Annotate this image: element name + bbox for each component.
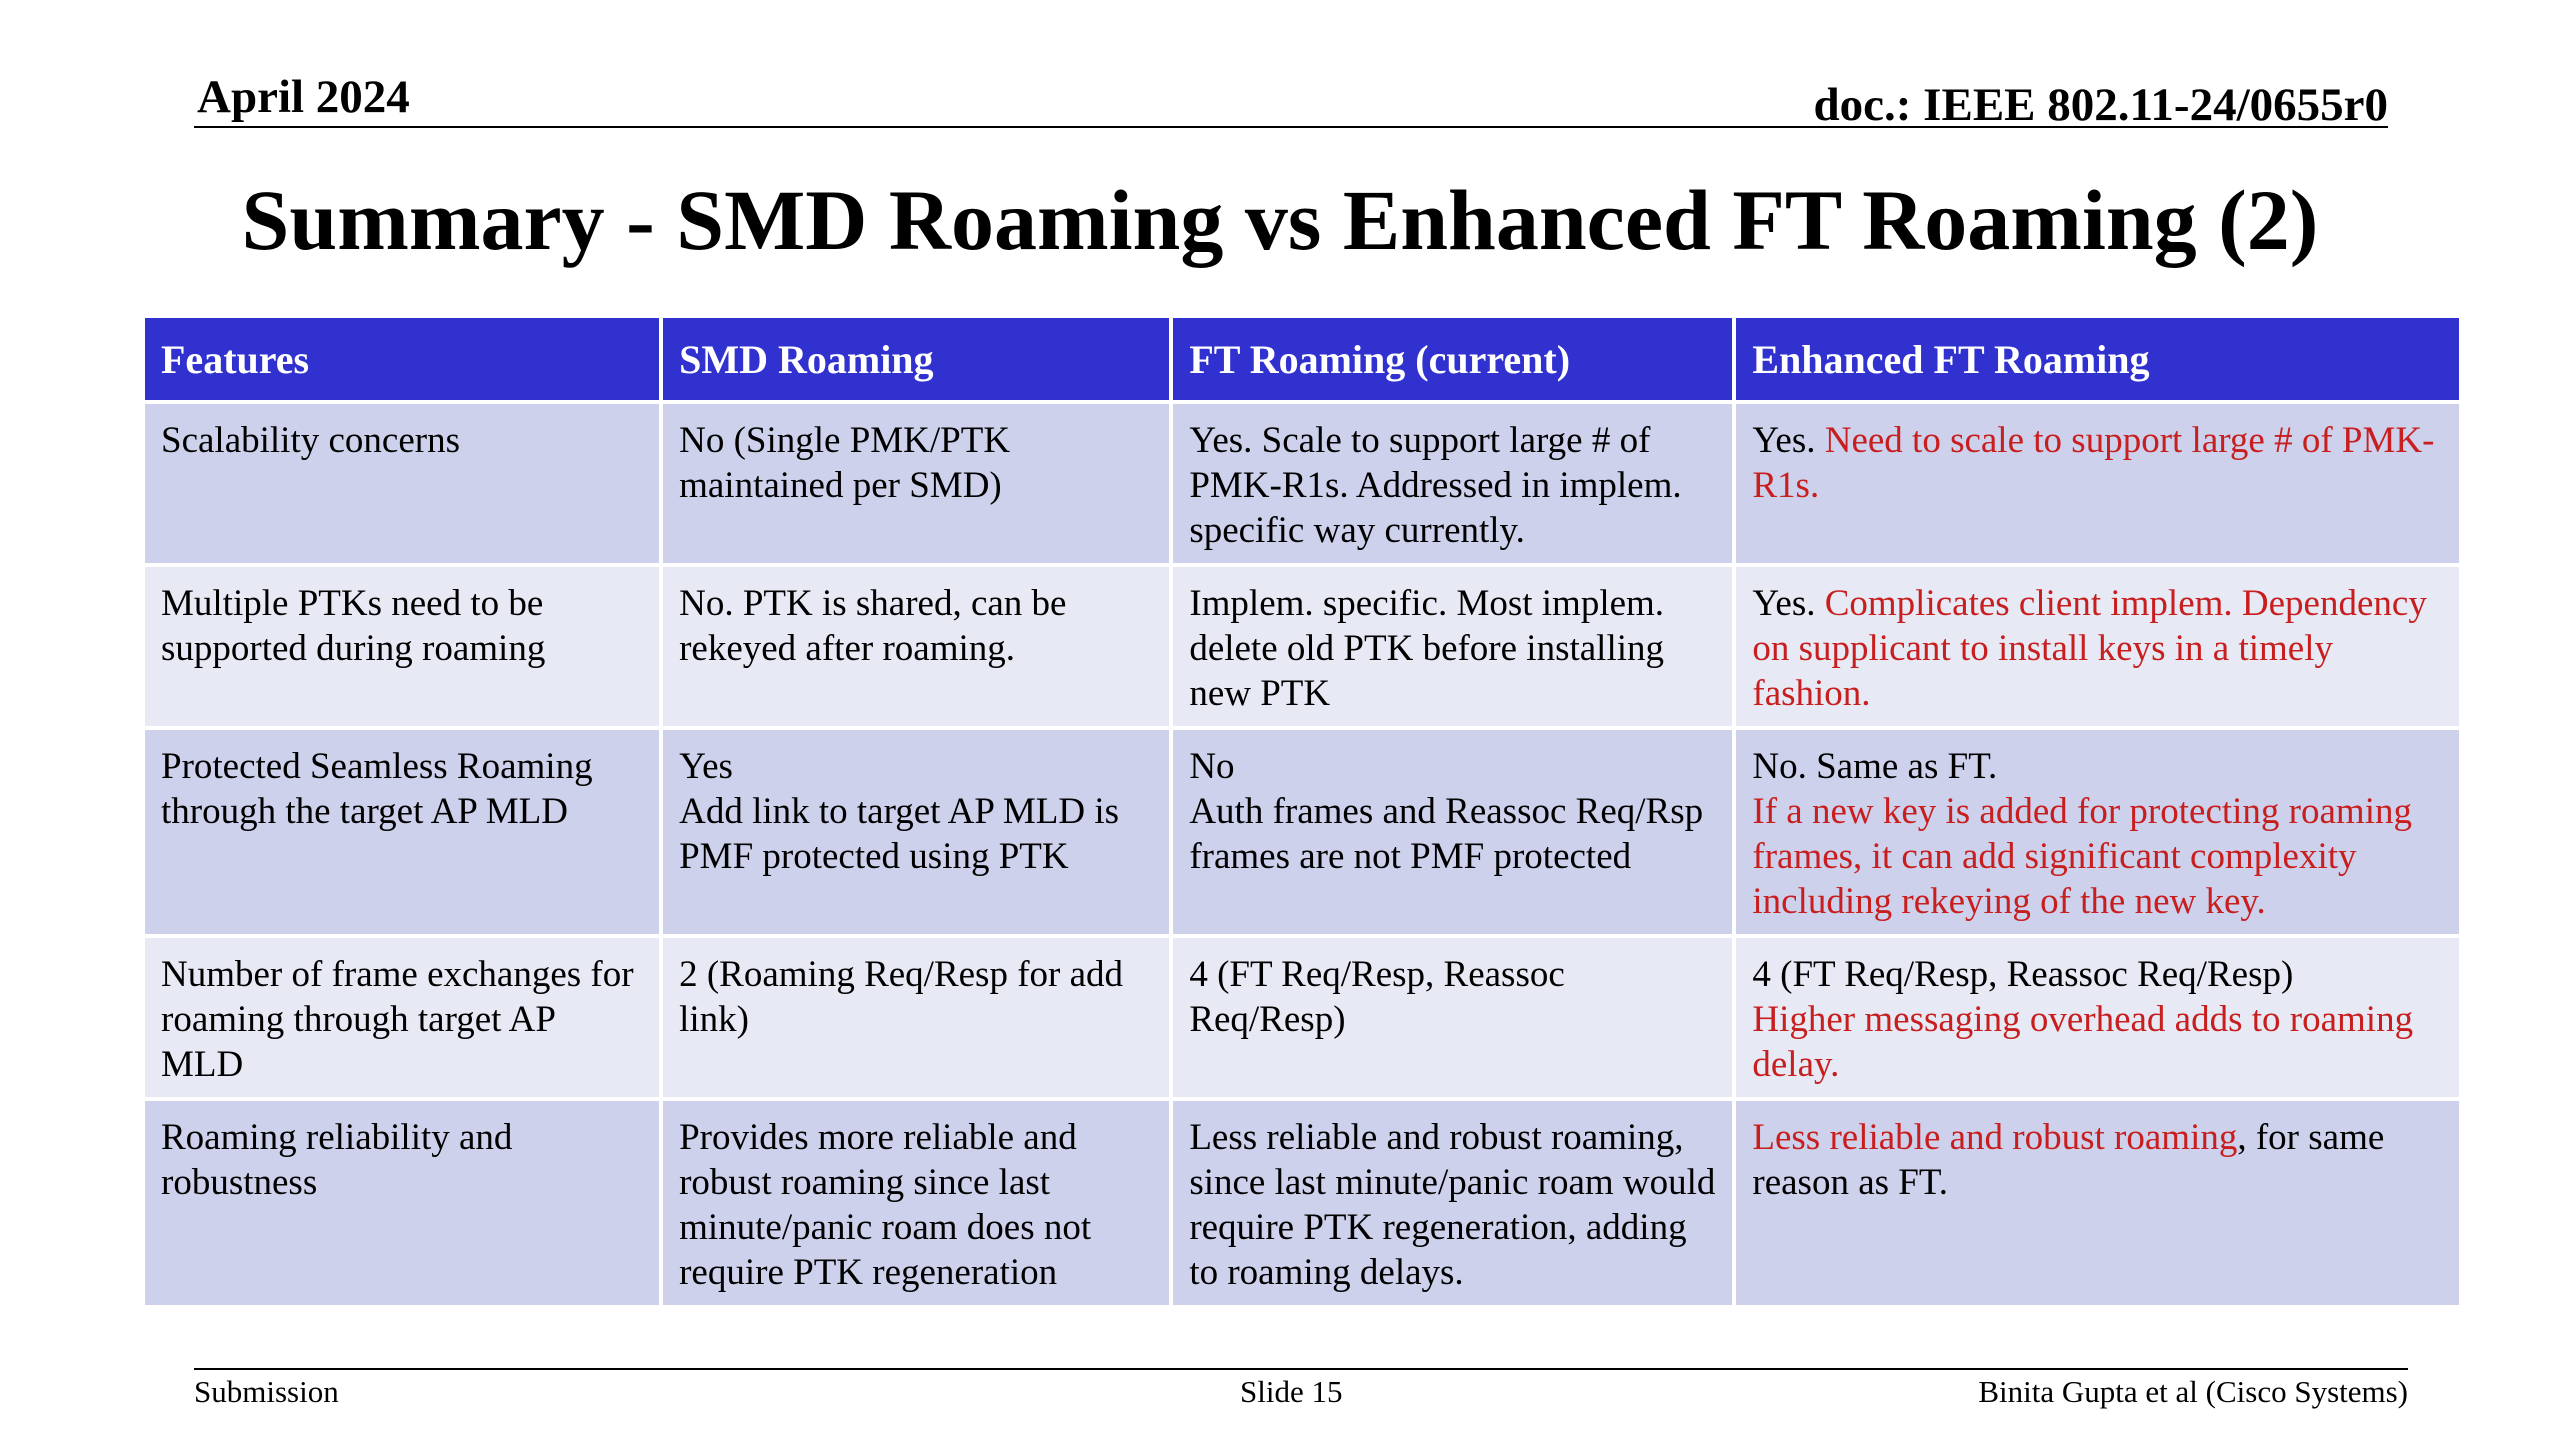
table-header-row [145, 318, 2459, 400]
smd-cell: No (Single PMK/PTK maintained per SMD) [663, 404, 1169, 563]
enhanced-ft-cell [1736, 730, 2459, 934]
footer-divider [194, 1368, 2408, 1370]
column-header-features: Features [145, 318, 659, 400]
table-row [145, 404, 2459, 563]
ft-detail: Auth frames and Reassoc Req/Rsp frames are not PMF protected [1189, 791, 1704, 877]
footer-submission: Submission [194, 1374, 339, 1409]
enhanced-ft-text: , for same reason as FT. [1752, 1117, 2385, 1203]
column-header-enhanced-ft-roaming: Enhanced FT Roaming [1736, 318, 2459, 400]
table-row [145, 1101, 2459, 1305]
header-date: April 2024 [197, 71, 410, 123]
enhanced-ft-text: 4 (FT Req/Resp, Reassoc Req/Resp) [1752, 954, 2294, 995]
enhanced-ft-text: No. Same as FT. [1752, 746, 1998, 787]
header-doc-id: doc.: IEEE 802.11-24/0655r0 [1813, 79, 2388, 131]
enhanced-ft-concern-text: Complicates client implem. Dependency on supplicant to install keys in a timely fashion. [1752, 583, 2427, 714]
table-row [145, 567, 2459, 726]
ft-cell: Less reliable and robust roaming, since last minute/panic roam would require PTK regeneration, adding to roaming delays. [1173, 1101, 1732, 1305]
smd-detail: Add link to target AP MLD is PMF protected using PTK [679, 791, 1119, 877]
header-divider [194, 126, 2388, 128]
column-header-ft-roaming: FT Roaming (current) [1173, 318, 1732, 400]
enhanced-ft-cell [1736, 1101, 2459, 1305]
feature-cell: Scalability concerns [145, 404, 659, 563]
comparison-table [141, 314, 2463, 1309]
enhanced-ft-concern-text: Less reliable and robust roaming [1752, 1117, 2238, 1158]
ft-answer: No [1189, 746, 1235, 787]
smd-cell [663, 730, 1169, 934]
feature-cell: Roaming reliability and robustness [145, 1101, 659, 1305]
ft-cell [1173, 730, 1732, 934]
feature-cell: Protected Seamless Roaming through the target AP MLD [145, 730, 659, 934]
footer-author: Binita Gupta et al (Cisco Systems) [1978, 1374, 2408, 1409]
smd-cell: No. PTK is shared, can be rekeyed after roaming. [663, 567, 1169, 726]
slide-title: Summary - SMD Roaming vs Enhanced FT Roaming (2) [241, 172, 2319, 268]
footer-slide-number: Slide 15 [1240, 1374, 1343, 1409]
ft-cell: 4 (FT Req/Resp, Reassoc Req/Resp) [1173, 938, 1732, 1097]
smd-cell: Provides more reliable and robust roaming since last minute/panic roam does not require PTK regeneration [663, 1101, 1169, 1305]
feature-cell: Multiple PTKs need to be supported during roaming [145, 567, 659, 726]
column-header-smd-roaming: SMD Roaming [663, 318, 1169, 400]
enhanced-ft-cell [1736, 567, 2459, 726]
enhanced-ft-concern-text: If a new key is added for protecting roaming frames, it can add significant complexity including rekeying of the new key. [1752, 791, 2412, 922]
enhanced-ft-concern-text: Need to scale to support large # of PMK-R1s. [1752, 420, 2435, 506]
enhanced-ft-cell [1736, 938, 2459, 1097]
smd-answer: Yes [679, 746, 733, 787]
enhanced-ft-text: Yes. [1752, 420, 1816, 461]
ft-cell: Implem. specific. Most implem. delete old PTK before installing new PTK [1173, 567, 1732, 726]
enhanced-ft-concern-text: Higher messaging overhead adds to roaming delay. [1752, 999, 2414, 1085]
feature-cell: Number of frame exchanges for roaming through target AP MLD [145, 938, 659, 1097]
smd-cell: 2 (Roaming Req/Resp for add link) [663, 938, 1169, 1097]
enhanced-ft-cell [1736, 404, 2459, 563]
table-row [145, 938, 2459, 1097]
enhanced-ft-text: Yes. [1752, 583, 1816, 624]
table-row [145, 730, 2459, 934]
ft-cell: Yes. Scale to support large # of PMK-R1s. Addressed in implem. specific way currently. [1173, 404, 1732, 563]
